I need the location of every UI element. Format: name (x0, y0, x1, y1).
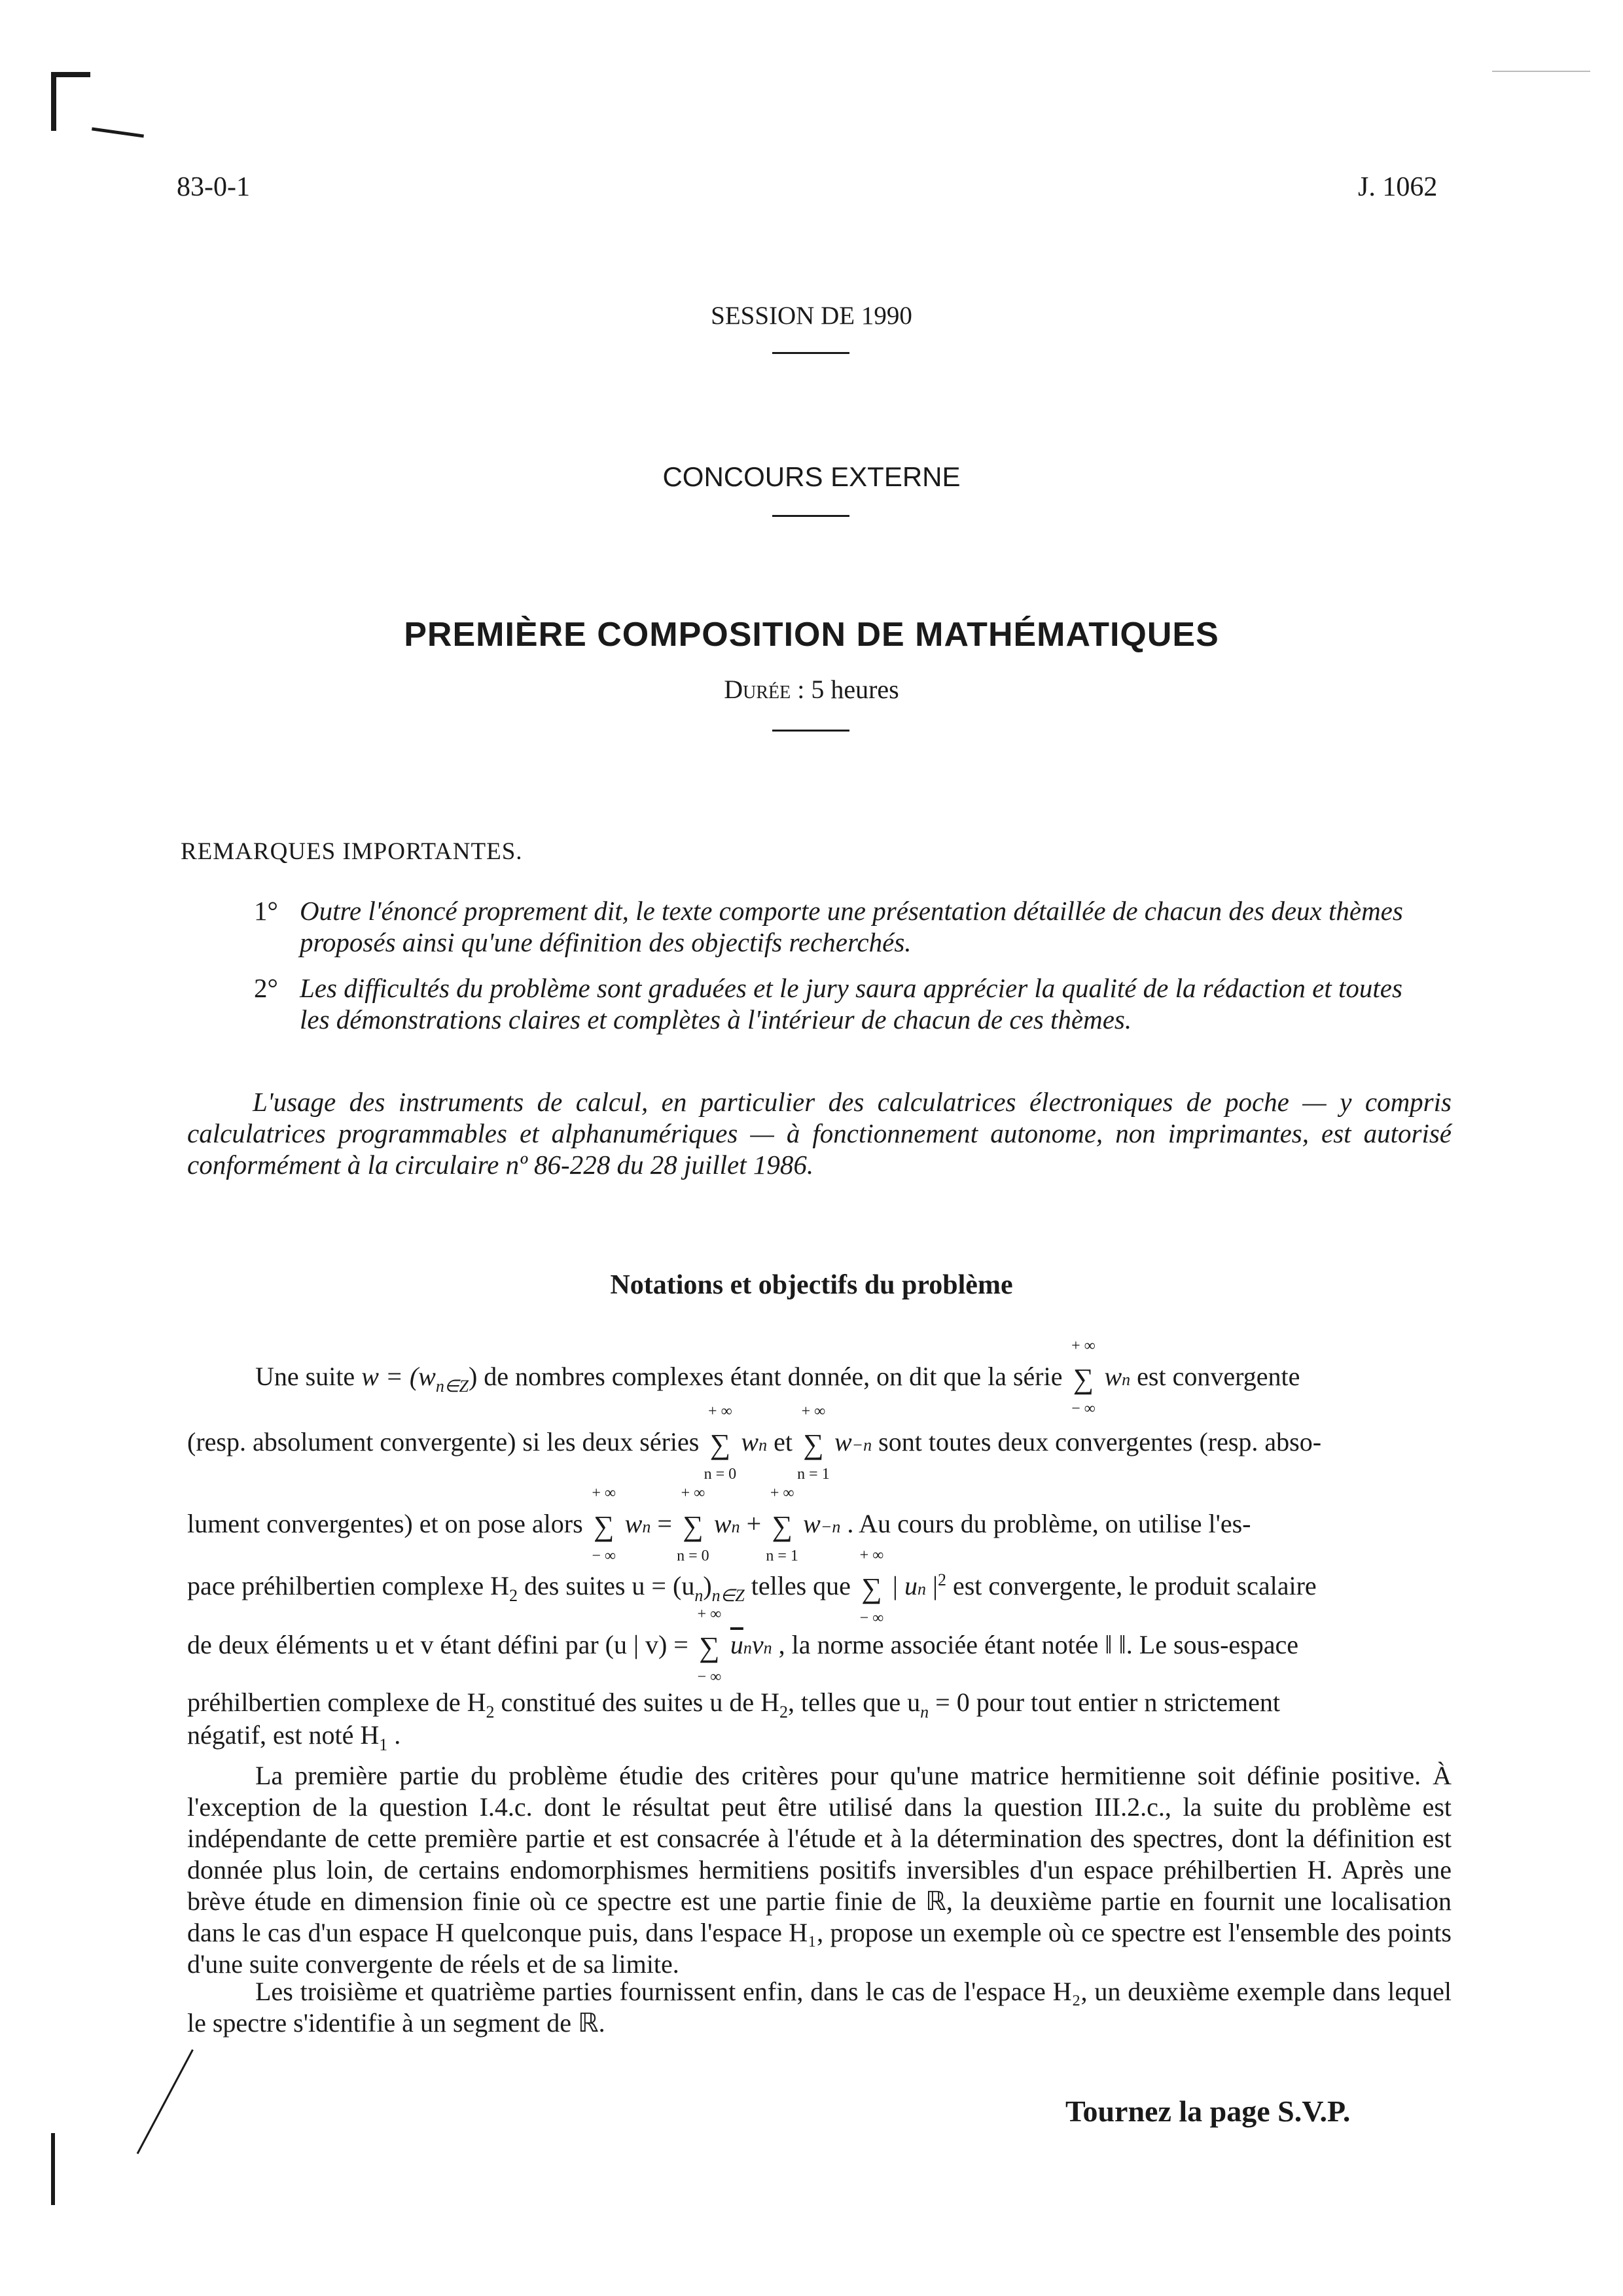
notation-line: Une suite $w = (w_{n\in Z})$ de nombres complexes étant donnée, on dit que la série ∑ + ∞ − ∞ wn est convergente (255, 1337, 1300, 1418)
remark-item (254, 972, 1412, 1038)
sum-upper: + ∞ (708, 1403, 732, 1421)
text: (resp. absolument convergente) si les deux séries (187, 1427, 706, 1457)
scan-line (1492, 71, 1590, 72)
remark-item (254, 895, 1412, 961)
duration-value: : 5 heures (791, 675, 899, 704)
sum-upper: + ∞ (859, 1547, 884, 1564)
text: , la norme associée étant notée ‖ ‖. Le sous-espace (772, 1630, 1298, 1659)
sum-upper: + ∞ (770, 1485, 794, 1502)
sum-symbol: ∑ + ∞ − ∞ (590, 1510, 618, 1543)
sum-lower: n = 1 (766, 1547, 798, 1565)
divider (772, 515, 849, 517)
sum-symbol: ∑ + ∞ n = 0 (679, 1510, 707, 1543)
corner-mark (51, 72, 90, 77)
sum-symbol: ∑ + ∞ n = 1 (768, 1510, 796, 1543)
corner-mark (51, 72, 56, 131)
text: de deux éléments u et v étant défini par (u | v) = (187, 1630, 695, 1659)
section-title: Notations et objectifs du problème (610, 1270, 1013, 1300)
duration-label: Durée (724, 675, 791, 704)
math-sub: 2 (779, 1703, 788, 1722)
pen-stroke (137, 2049, 194, 2154)
text: est convergente, le produit scalaire (946, 1571, 1317, 1600)
text: sont toutes deux convergentes (resp. abso- (872, 1427, 1322, 1457)
text: négatif, est noté H (187, 1720, 380, 1750)
corner-mark (51, 2133, 55, 2205)
notation-line: (resp. absolument convergente) si les deux séries ∑ + ∞ n = 0 wn et ∑ + ∞ n = 1 w−n sont toutes deux convergentes (resp. abso- (187, 1403, 1322, 1483)
paragraph: La première partie du problème étudie des critères pour qu'une matrice hermitienne soit définie positive. À l'exception de la question I.4.c. dont le résultat peut être utilisé dans la question III.2.c., la suite du problème est indépendante de cette première partie et est consacrée à l'étude et à la détermination des spectres, dont la définition est donnée plus loin, de certains endomorphismes hermitiens positifs inversibles d'un espace préhilbertien H. Après une brève étude en dimension finie où ce spectre est une partie finie de ℝ, la deuxième partie en fournit une localisation dans le cas d'un espace H quelconque puis, dans l'espace H₁, propose un exemple où ce spectre est l'ensemble des points d'une suite convergente de réels et de sa limite. (187, 1761, 1452, 1979)
text: = 0 pour tout entier n strictement (929, 1687, 1281, 1717)
divider (772, 352, 849, 354)
notation-line (187, 1720, 401, 1755)
sum-symbol: ∑ + ∞ − ∞ (857, 1572, 886, 1605)
calculator-notice: L'usage des instruments de calcul, en particulier des calculatrices électroniques de poche — y compris calculatrices programmables et alphanumériques — à fonctionnement autonome, non imprimantes, est autorisé conformément à la circulaire nº 86-228 du 28 juillet 1986. (187, 1087, 1452, 1180)
paragraph: Les troisième et quatrième parties fournissent enfin, dans le cas de l'espace H₂, un deuxième exemple dans lequel le spectre s'identifie à un segment de ℝ. (187, 1977, 1452, 2038)
sum-upper: + ∞ (697, 1606, 722, 1623)
sum-symbol: ∑ + ∞ − ∞ (1069, 1362, 1097, 1396)
math-sub: 2 (486, 1703, 495, 1722)
remark-number: 1° (254, 896, 278, 926)
document-code-right: J. 1062 (1358, 172, 1438, 202)
sum-symbol: ∑ + ∞ n = 1 (799, 1428, 828, 1461)
sum-upper: + ∞ (1071, 1337, 1096, 1355)
sum-lower: n = 1 (797, 1466, 830, 1483)
sum-lower: − ∞ (697, 1669, 722, 1686)
sum-lower: − ∞ (1071, 1400, 1096, 1418)
notation-line: pace préhilbertien complexe $H_2$ des suites $u = (u_n)_{n\in Z}$ telles que ∑ + ∞ − ∞ | un $|^2$ est convergente, le produit scalaire (187, 1547, 1317, 1627)
math: ) (468, 1362, 478, 1391)
sum-upper: + ∞ (801, 1403, 826, 1421)
math-sub: n∈Z (435, 1377, 469, 1396)
remarks-title: REMARQUES IMPORTANTES. (181, 838, 523, 865)
math-sub: 1 (379, 1735, 388, 1754)
sum-symbol: ∑ + ∞ n = 0 (705, 1428, 734, 1461)
text: telles que (744, 1571, 857, 1600)
text: lument convergentes) et on pose alors (187, 1509, 590, 1538)
notation-line: lument convergentes) et on pose alors ∑ + ∞ − ∞ wn = ∑ + ∞ n = 0 wn + ∑ + ∞ n = 1 w−n . Au cours du problème, on utilise l'es- (187, 1485, 1251, 1565)
remark-text: Les difficultés du problème sont graduées et le jury saura apprécier la qualité de la rédaction et toutes les démonstrations claires et complètes à l'intérieur de chacun de ces thèmes. (300, 973, 1402, 1034)
sum-lower: n = 0 (677, 1547, 709, 1565)
math-sub: n∈Z (711, 1586, 745, 1605)
text: préhilbertien complexe de H (187, 1687, 486, 1717)
math: w = (w (361, 1362, 436, 1391)
sum-lower: − ∞ (592, 1547, 616, 1565)
math: ) (703, 1571, 712, 1600)
sum-upper: + ∞ (681, 1485, 705, 1502)
notation-line: préhilbertien complexe de $H_2$ constitué des suites u de $H_2$, telles que $u_n = 0$ pour tout entier n strictement (187, 1687, 1281, 1722)
pen-stroke (92, 127, 144, 137)
text: de nombres complexes étant donnée, on dit que la série (477, 1362, 1069, 1391)
concours-line: CONCOURS EXTERNE (662, 461, 961, 492)
text: constitué des suites u de H (494, 1687, 779, 1717)
text: . Au cours du problème, on utilise l'es- (840, 1509, 1251, 1538)
page-title: PREMIÈRE COMPOSITION DE MATHÉMATIQUES (404, 616, 1219, 654)
sum-lower: − ∞ (859, 1610, 884, 1627)
session-line: SESSION DE 1990 (711, 302, 912, 330)
sum-upper: + ∞ (592, 1485, 616, 1502)
document-code-left: 83-0-1 (177, 172, 250, 202)
text: , telles que u (787, 1687, 921, 1717)
divider (772, 730, 849, 732)
sum-symbol: ∑ + ∞ − ∞ (695, 1631, 724, 1664)
notation-line: de deux éléments u et v étant défini par (u | v) = ∑ + ∞ − ∞ $\overline{u}nvn$ , la norme associée étant notée ‖ ‖. Le sous-espace (187, 1606, 1298, 1686)
text: des suites u = (u (518, 1571, 695, 1600)
text: . (387, 1720, 401, 1750)
text: et (767, 1427, 799, 1457)
remark-text: Outre l'énoncé proprement dit, le texte comporte une présentation détaillée de chacun des deux thèmes proposés ainsi qu'une définition des objectifs recherchés. (300, 896, 1403, 957)
math-sub: 2 (509, 1586, 518, 1605)
duration-line (0, 674, 1623, 705)
sum-lower: n = 0 (704, 1466, 737, 1483)
text: est convergente (1130, 1362, 1300, 1391)
text: Une suite (255, 1362, 362, 1391)
turn-page-note: Tournez la page S.V.P. (1065, 2094, 1351, 2128)
text: pace préhilbertien complexe H (187, 1571, 509, 1600)
remark-number: 2° (254, 973, 278, 1003)
